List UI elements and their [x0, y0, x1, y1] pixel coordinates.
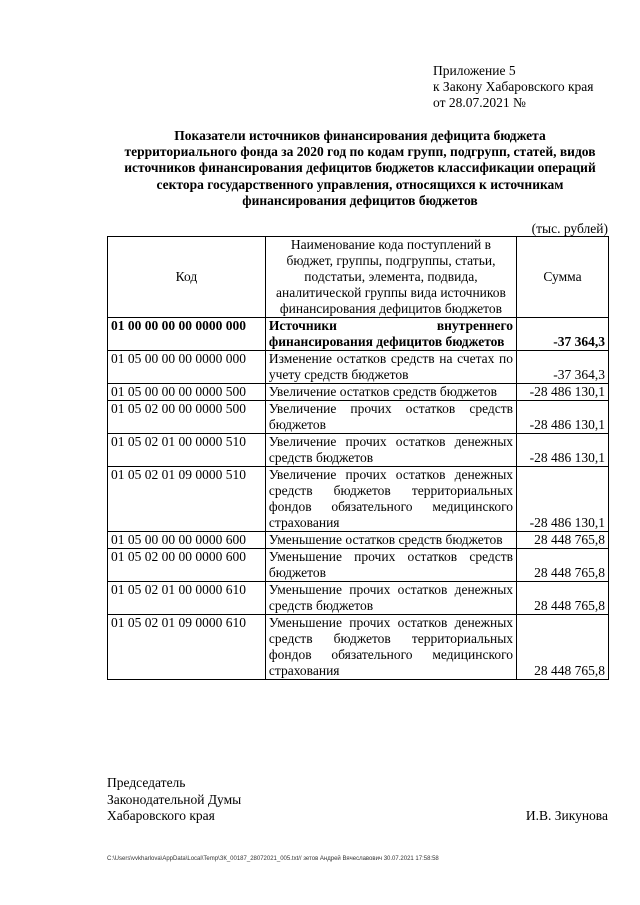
row-sum: -37 364,3: [517, 351, 609, 384]
header-code: Код: [108, 237, 266, 318]
row-code: 01 00 00 00 00 0000 000: [108, 318, 266, 351]
row-name: Уменьшение прочих остатков денежных средств бюджетов территориальных фондов обязательного медицинского страхования: [265, 615, 516, 680]
appendix-line-3: от 28.07.2021 №: [433, 95, 526, 110]
signature-line-2: Законодательной Думы: [107, 791, 242, 807]
row-sum: -28 486 130,1: [517, 401, 609, 434]
header-name: Наименование кода поступлений в бюджет, группы, подгруппы, статьи, подстатьи, элемента, подвида, аналитической группы вида источников финансирования дефицитов бюджетов: [265, 237, 516, 318]
row-code: 01 05 02 00 00 0000 500: [108, 401, 266, 434]
table-row: [108, 549, 609, 582]
signature-line-1: Председатель: [107, 775, 186, 790]
title-line-3: источников финансирования дефицитов бюджетов классификации операций: [124, 160, 596, 176]
units-label: (тыс. рублей): [531, 221, 608, 236]
row-name: Увеличение остатков средств бюджетов: [265, 384, 516, 401]
sources-table: [107, 236, 609, 680]
table-row: [108, 532, 609, 549]
appendix-header: [433, 63, 594, 111]
row-sum: -28 486 130,1: [517, 434, 609, 467]
title-line-5: финансирования дефицитов бюджетов: [242, 192, 478, 208]
file-path-footer: C:\Users\vvkharlova\AppData\Local\Temp\ЗК_00187_28072021_005.txt// зетов Андрей Вячеславович 30.07.2021 17:58:58: [107, 856, 439, 862]
table-row: [108, 401, 609, 434]
table-row: [108, 582, 609, 615]
row-name: Увеличение прочих остатков денежных средств бюджетов: [265, 434, 516, 467]
header-sum: Сумма: [517, 237, 609, 318]
row-name: Источники внутреннего финансирования дефицитов бюджетов: [265, 318, 516, 351]
row-name: Увеличение прочих остатков денежных средств бюджетов территориальных фондов обязательного медицинского страхования: [265, 467, 516, 532]
row-name: Увеличение прочих остатков средств бюджетов: [265, 401, 516, 434]
title-line-2: территориального фонда за 2020 год по кодам групп, подгрупп, статей, видов: [124, 144, 596, 160]
row-sum: -28 486 130,1: [517, 384, 609, 401]
row-code: 01 05 00 00 00 0000 500: [108, 384, 266, 401]
row-sum: -28 486 130,1: [517, 467, 609, 532]
table-row: [108, 615, 609, 680]
table-row: [108, 351, 609, 384]
row-name: Изменение остатков средств на счетах по учету средств бюджетов: [265, 351, 516, 384]
row-sum: -37 364,3: [517, 318, 609, 351]
title-line-1: Показатели источников финансирования дефицита бюджета: [174, 128, 546, 143]
row-code: 01 05 02 01 09 0000 510: [108, 467, 266, 532]
row-sum: 28 448 765,8: [517, 582, 609, 615]
row-code: 01 05 00 00 00 0000 000: [108, 351, 266, 384]
title-line-4: сектора государственного управления, относящихся к источникам: [156, 176, 564, 192]
table-row: [108, 384, 609, 401]
row-sum: 28 448 765,8: [517, 615, 609, 680]
appendix-line-2: к Закону Хабаровского края: [433, 79, 594, 94]
row-name: Уменьшение прочих остатков денежных средств бюджетов: [265, 582, 516, 615]
table-row: [108, 467, 609, 532]
row-sum: 28 448 765,8: [517, 532, 609, 549]
row-code: 01 05 02 00 00 0000 600: [108, 549, 266, 582]
signature-line-3: Хабаровского края: [107, 808, 215, 823]
row-code: 01 05 00 00 00 0000 600: [108, 532, 266, 549]
row-name: Уменьшение прочих остатков средств бюджетов: [265, 549, 516, 582]
table-row: [108, 318, 609, 351]
row-name: Уменьшение остатков средств бюджетов: [265, 532, 516, 549]
signer-name: И.В. Зикунова: [525, 808, 608, 823]
row-sum: 28 448 765,8: [517, 549, 609, 582]
signature-block: [107, 775, 241, 825]
row-code: 01 05 02 01 00 0000 510: [108, 434, 266, 467]
row-code: 01 05 02 01 00 0000 610: [108, 582, 266, 615]
document-title: [100, 128, 620, 209]
table-row: [108, 434, 609, 467]
row-code: 01 05 02 01 09 0000 610: [108, 615, 266, 680]
table-header-row: [108, 237, 609, 318]
appendix-line-1: Приложение 5: [433, 63, 516, 78]
